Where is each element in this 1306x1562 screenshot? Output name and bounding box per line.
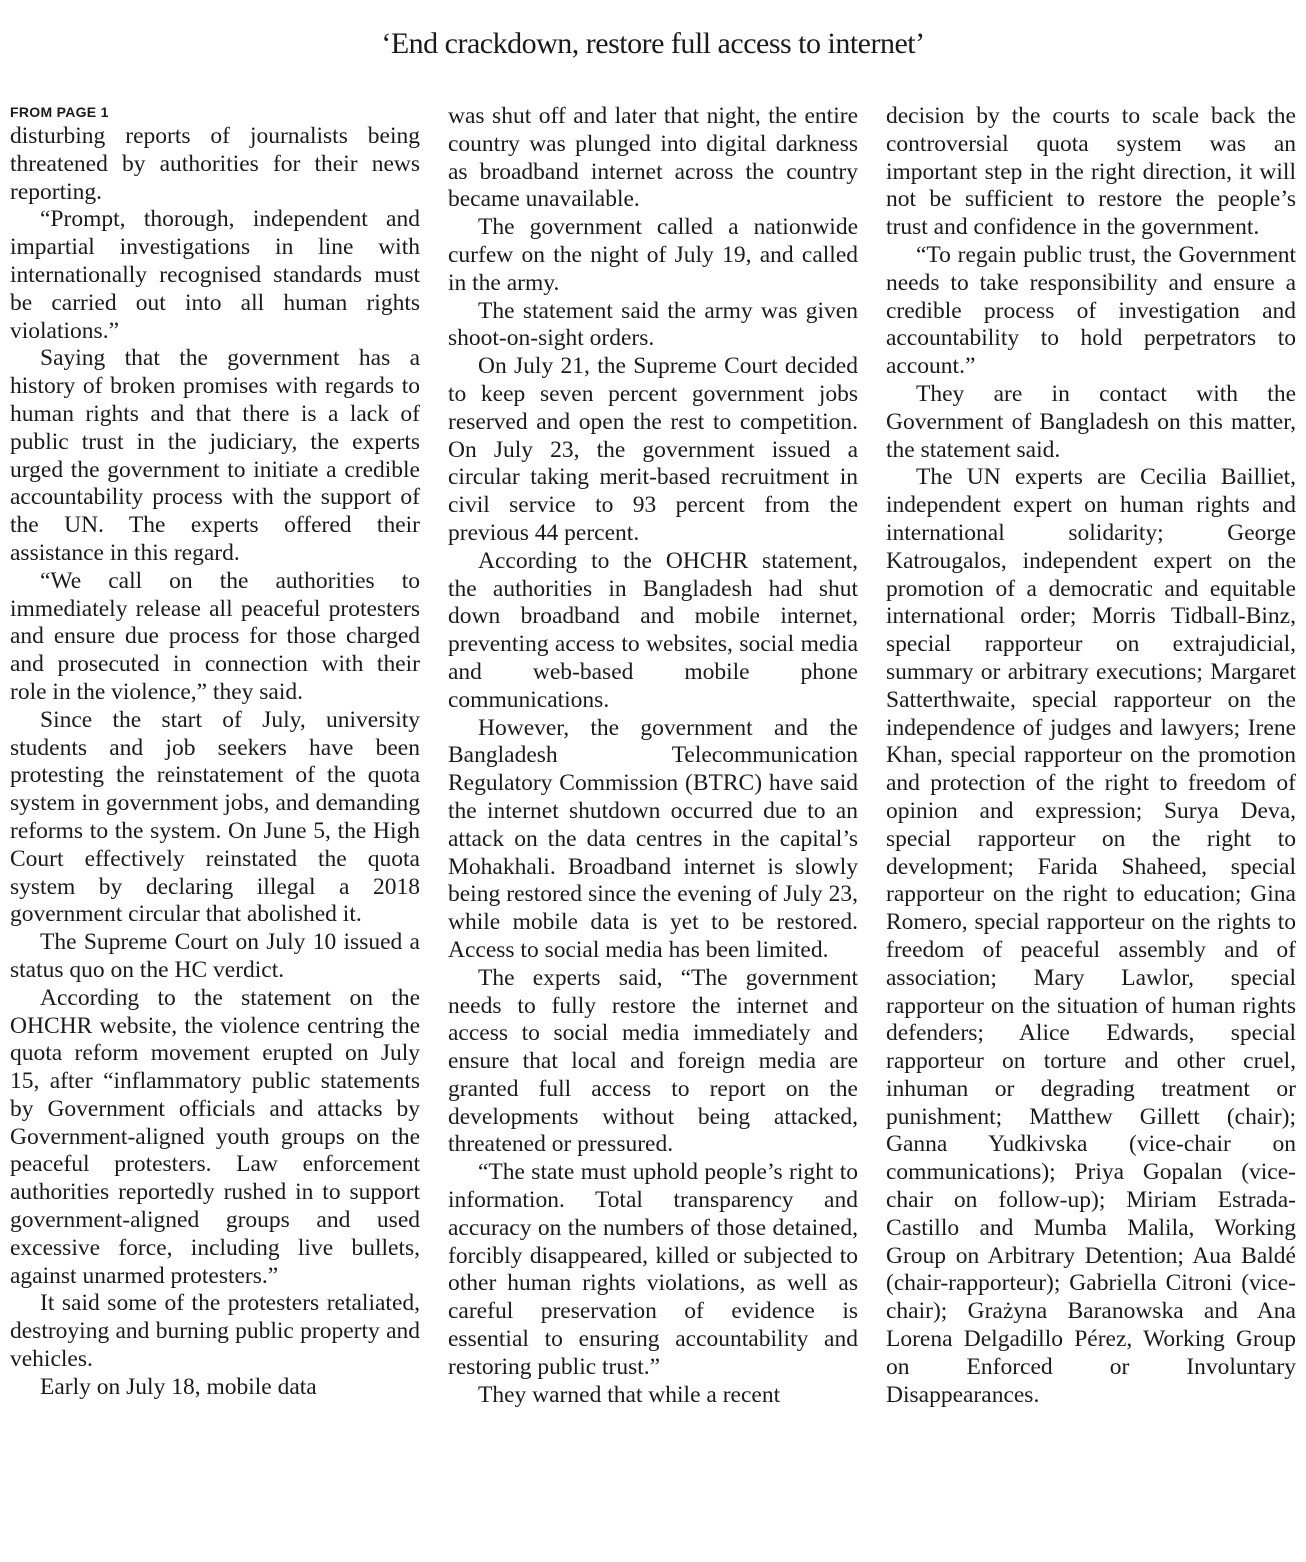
article-column-2 <box>448 103 858 1409</box>
paragraph: Saying that the government has a history of broken promises with regards to human rights and that there is a lack of public trust in the judiciary, the experts urged the government to initiate a credible accountability process with the support of the UN. The experts offered their assistance in this regard. <box>10 345 420 566</box>
paragraph: They warned that while a recent <box>478 1381 781 1408</box>
paragraph: It said some of the protesters retaliated, destroying and burning public property and vehicles. <box>10 1290 420 1373</box>
paragraph: According to the OHCHR statement, the authorities in Bangladesh had shut down broadband and mobile internet, preventing access to websites, social media and web-based mobile phone communications. <box>448 547 858 713</box>
paragraph: “We call on the authorities to immediately release all peaceful protesters and ensure due process for those charged and prosecuted in connection with their role in the violence,” they said. <box>10 567 420 705</box>
paragraph: The statement said the army was given shoot-on-sight orders. <box>448 297 858 352</box>
paragraph: was shut off and later that night, the entire country was plunged into digital darkness as broadband internet across the country became unavailable. <box>448 103 858 213</box>
paragraph: decision by the courts to scale back the controversial quota system was an important step in the right direction, it will not be sufficient to restore the people’s trust and confidence in the government. <box>886 103 1296 241</box>
paragraph: They are in contact with the Government of Bangladesh on this matter, the statement said. <box>886 380 1296 463</box>
paragraph: According to the statement on the OHCHR website, the violence centring the quota reform movement erupted on July 15, after “inflammatory public statements by Government officials and attacks by Government-aligned youth groups on the peaceful protesters. Law enforcement authorities reportedly rushed in to support government-aligned groups and used excessive force, including live bullets, against unarmed protesters.” <box>10 984 420 1289</box>
paragraph: Since the start of July, university students and job seekers have been protesting the reinstatement of the quota system in government jobs, and demanding reforms to the system. On June 5, the High Court effectively reinstated the quota system by declaring illegal a 2018 government circular that abolished it. <box>10 706 420 928</box>
headline: ‘End crackdown, restore full access to internet’ <box>381 27 925 60</box>
paragraph: “To regain public trust, the Government needs to take responsibility and ensure a credible process of investigation and accountability to hold perpetrators to account.” <box>886 241 1296 380</box>
article-column-3 <box>886 103 1296 1409</box>
paragraph: The Supreme Court on July 10 issued a status quo on the HC verdict. <box>10 929 420 983</box>
paragraph: Early on July 18, mobile data <box>40 1373 317 1400</box>
paragraph: The government called a nationwide curfew on the night of July 19, and called in the army. <box>448 214 858 296</box>
paragraph: “Prompt, thorough, independent and impartial investigations in line with internationally recognised standards must be carried out into all human rights violations.” <box>10 206 420 344</box>
kicker: FROM PAGE 1 <box>10 104 109 120</box>
paragraph: The experts said, “The government needs to fully restore the internet and access to social media immediately and ensure that local and foreign media are granted full access to report on the developments without being attacked, threatened or pressured. <box>448 964 858 1158</box>
paragraph: The UN experts are Cecilia Bailliet, independent expert on human rights and international solidarity; George Katrougalos, independent expert on the promotion of a democratic and equitable international order; Morris Tidball-Binz, special rapporteur on extrajudicial, summary or arbitrary executions; Margaret Satterthwaite, special rapporteur on the independence of judges and lawyers; Irene Khan, special rapporteur on the promotion and protection of the right to freedom of opinion and expression; Surya Deva, special rapporteur on the right to development; Farida Shaheed, special rapporteur on the right to education; Gina Romero, special rapporteur on the rights to freedom of peaceful assembly and of association; Mary Lawlor, special rapporteur on the situation of human rights defenders; Alice Edwards, special rapporteur on torture and other cruel, inhuman or degrading treatment or punishment; Matthew Gillett (chair); Ganna Yudkivska (vice-chair on communications); Priya Gopalan (vice-chair on follow-up); Miriam Estrada-Castillo and Mumba Malila, Working Group on Arbitrary Detention; Aua Baldé (chair-rapporteur); Gabriella Citroni (vice-chair); Grażyna Baranowska and Ana Lorena Delgadillo Pérez, Working Group on Enforced or Involuntary Disappearances. <box>886 464 1296 1408</box>
article-column-1 <box>10 103 420 1402</box>
paragraph: disturbing reports of journalists being threatened by authorities for their news reporting. <box>10 123 420 205</box>
paragraph: However, the government and the Bangladesh Telecommunication Regulatory Commission (BTRC) have said the internet shutdown occurred due to an attack on the data centres in the capital’s Mohakhali. Broadband internet is slowly being restored since the evening of July 23, while mobile data is yet to be restored. Access to social media has been limited. <box>448 714 858 963</box>
paragraph: “The state must uphold people’s right to information. Total transparency and accuracy on the numbers of those detained, forcibly disappeared, killed or subjected to other human rights violations, as well as careful preservation of evidence is essential to ensuring accountability and restoring public trust.” <box>448 1159 858 1380</box>
paragraph: On July 21, the Supreme Court decided to keep seven percent government jobs reserved and open the rest to competition. On July 23, the government issued a circular taking merit-based recruitment in civil service to 93 percent from the previous 44 percent. <box>448 353 858 546</box>
